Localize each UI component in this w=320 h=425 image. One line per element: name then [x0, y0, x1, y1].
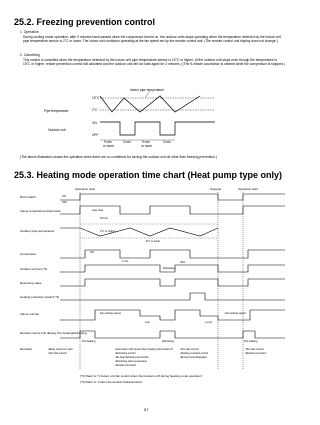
disp-preheat-2: Pre-heating: [244, 340, 258, 343]
svg-text:•Heating overload control: •Heating overload control: [180, 352, 208, 355]
svg-text:•Restart prevention: •Restart prevention: [115, 364, 137, 367]
page-number: 57: [144, 407, 149, 412]
pipe-or-higher: 2°C or higher: [100, 230, 116, 233]
remarks-label: Remarks: [20, 347, 33, 351]
off-label: OFF: [92, 133, 99, 137]
row-indoor-thermostat: Indoor temperature thermostat: [20, 209, 61, 213]
freezing-note: (The above illustration shows the operation when there are no conditions for turning the outdoor unit off other than freezing prevention.): [20, 155, 217, 159]
op-start-label: Operation start: [75, 187, 95, 191]
indoor-lllow: L.Low: [205, 321, 212, 324]
section-title-heating: 25.3. Heating mode operation time chart (Heat pump type only): [14, 170, 283, 180]
min3-label-2: 3 min: [163, 140, 171, 144]
svg-text:•Restart prevention: •Restart prevention: [245, 352, 267, 355]
on-label: ON: [92, 121, 97, 125]
comp-3min: 3 min: [122, 260, 129, 263]
indoor-fan-setting: Fan setting speed: [225, 312, 246, 315]
svg-text:•Hot start control: •Hot start control: [180, 348, 199, 351]
svg-text:•No-heat defrosting prevention: •No-heat defrosting prevention: [115, 356, 149, 359]
pipe-temp-label: Pipe temperature: [44, 109, 69, 113]
thermo-45min: 45 min: [100, 217, 108, 220]
operation-heading: 1. Operation: [20, 30, 39, 34]
indoor-pipe-label: Indoor pipe temperature: [130, 88, 165, 92]
disp-defrost: Defrosting: [162, 340, 174, 343]
temp-2-label: 2°C: [92, 108, 98, 112]
cancelling-heading: 2. Cancelling: [20, 53, 40, 57]
min3-label: 3 min: [123, 140, 131, 144]
svg-text:•Excess heat dissipation: •Excess heat dissipation: [180, 356, 208, 359]
row-reversing-valve: Reversing valve: [20, 281, 42, 285]
row-outdoor-fan: Outdoor unit fan (*3): [20, 267, 48, 271]
svg-text:•Hot start control: •Hot start control: [245, 348, 264, 351]
svg-text:•Automatic LOW speed when heat: •Automatic LOW speed when heating thermostat off: [115, 348, 173, 351]
pipe-or-lower: -3°C or lower: [145, 240, 161, 243]
operation-text: During cooling mode operation, after 9 minutes have passed since the compressor turned on, the outdoor units stops operating when the temperature detected by the indoor unit pipe temperature sensor is 2°C or lower. The indoor unit continues operating at the fan speed set by the remote control unit. (The remote control unit display does not change.): [23, 35, 281, 44]
min9-label-2: 9 min: [142, 140, 150, 144]
svg-text:•Defrosting control: •Defrosting control: [115, 352, 136, 355]
row-compressor: Compressor: [20, 252, 37, 256]
row-run-switch: RUN switch: [20, 195, 36, 199]
outdoor-unit-label: Outdoor unit: [48, 128, 66, 132]
stopped-label: Stopped: [210, 187, 222, 191]
row-outdoor-pipe: Outdoor pipe temperature: [20, 229, 55, 233]
or-more-label-2: or more: [141, 144, 152, 148]
svg-text:•Hot start control: •Hot start control: [48, 352, 67, 355]
row-indoor-fan: Indoor unit fan: [20, 312, 40, 316]
temp-15-label: 15°C: [92, 96, 100, 100]
disp-preheat: Pre-heating: [82, 340, 96, 343]
footnote-3: (*3) Refer to "3 Indoor unit fan control when thermostat is off during heating mode operation": [80, 374, 203, 378]
op-start2-label: Operation start: [238, 187, 258, 191]
row-heating-protection: Heating protection (switch *3): [20, 295, 60, 299]
thermo-less-than: Less than: [92, 209, 104, 212]
indoor-fan-setting-1: Fan setting speed: [100, 312, 121, 315]
min9-label: 9 min: [104, 140, 112, 144]
fan-defrost: Defrosting: [163, 267, 175, 270]
run-off: OFF: [62, 201, 68, 204]
footnote-4: (*4) Refer to "Indoor thermostat characteristics": [80, 380, 143, 384]
comp-on: ON: [90, 251, 94, 254]
or-more-label: or more: [103, 144, 114, 148]
svg-text:•Relay control on start: •Relay control on start: [48, 348, 73, 351]
section-title-freezing: 25.2. Freezing prevention control: [14, 17, 156, 27]
fan-off: OFF: [180, 261, 186, 264]
svg-text:•Defrosting start temperature: •Defrosting start temperature: [115, 360, 147, 363]
indoor-low: Low: [145, 321, 150, 324]
cancelling-text: This control is cancelled when the temperature detected by the indoor unit pipe temperature sensor is 15°C or higher. (If the outdoor unit stops even though the temperature is 15°C or higher, restart prevention control will activated and the outdoor unit will not start again for 3 minutes.) (The 9-minute countdown is cleared while the compressor is stopped.): [23, 58, 285, 67]
run-on: ON: [62, 195, 66, 198]
row-remote-display: Remote control unit display Pre-heating/defrosting: [20, 331, 87, 335]
